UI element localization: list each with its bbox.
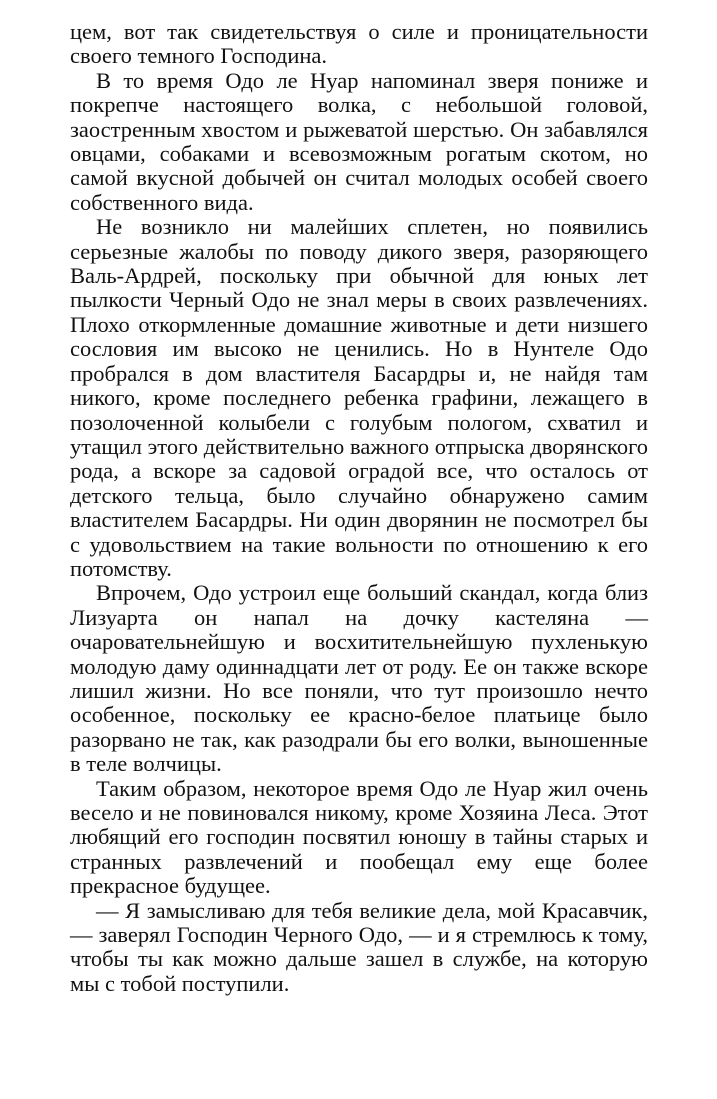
paragraph-continuation: цем, вот так свидетельствуя о силе и проницательности своего темного Господина. <box>70 19 648 69</box>
paragraph-dialogue: — Я замысливаю для тебя великие дела, мой Красавчик, — заверял Господин Черного Одо, — и я стремлюсь к тому, чтобы ты как можно дальше зашел в службе, на которую мы с тобой поступили. <box>70 897 648 996</box>
paragraph: Впрочем, Одо устроил еще больший скандал, когда близ Лизуарта он напал на дочку кастеляна — очаровательнейшую и восхитительнейшую пухленькую молодую даму одиннадцати лет от роду. Ее он также вскоре лишил жизни. Но все поняли, что тут произошло нечто особенное, поскольку ее красно-белое платьице было разорвано не так, как разодрали бы его волки, выношенные в теле волчицы. <box>70 580 648 777</box>
paragraph: Не возникло ни малейших сплетен, но появились серьезные жалобы по поводу дикого зверя, разоряющего Валь-Ардрей, поскольку при обычной для юных лет пылкости Черный Одо не знал меры в своих развлечениях. Плохо откормленные домашние животные и дети низшего сословия им высоко не ценились. Но в Нунтеле Одо пробрался в дом властителя Басардры и, не найдя там никого, кроме последнего ребенка графини, лежащего в позолоченной колыбели с голубым пологом, схватил и утащил этого действительно важного отпрыска дворянского рода, а вскоре за садовой оградой все, что осталось от детского тельца, было случайно обнаружено самим властителем Басардры. Ни один дворянин не посмотрел бы с удовольствием на такие вольности по отношению к его потомству. <box>70 214 648 581</box>
book-page <box>70 20 648 996</box>
paragraph: В то время Одо ле Нуар напоминал зверя пониже и покрепче настоящего волка, с небольшой головой, заостренным хвостом и рыжеватой шерстью. Он забавлялся овцами, собаками и всевозможным рогатым скотом, но самой вкусной добычей он считал молодых особей своего собственного вида. <box>70 67 648 215</box>
paragraph: Таким образом, некоторое время Одо ле Нуар жил очень весело и не повиновался никому, кроме Хозяина Леса. Этот любящий его господин посвятил юношу в тайны старых и странных развлечений и пообещал ему еще более прекрасное будущее. <box>70 775 648 899</box>
